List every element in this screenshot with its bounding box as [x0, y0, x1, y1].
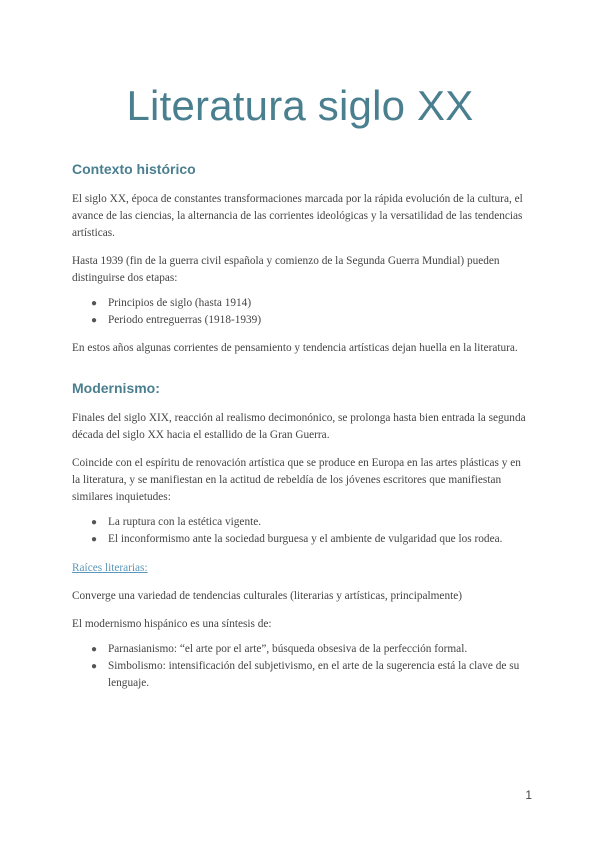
bullet-icon: ● — [91, 298, 98, 309]
paragraph-modernismo-4: El modernismo hispánico es una síntesis de: — [72, 618, 272, 630]
paragraph-contexto-2: Hasta 1939 (fin de la guerra civil española y comienzo de la Segunda Guerra Mundial) pueden distinguirse dos etapas: — [72, 255, 500, 284]
list-item: ● Parnasianismo: “el arte por el arte”, búsqueda obsesiva de la perfección formal. — [108, 641, 528, 658]
bullet-icon: ● — [91, 534, 98, 545]
section-heading-modernismo: Modernismo: — [72, 380, 160, 396]
paragraph-contexto-1: El siglo XX, época de constantes transformaciones marcada por la rápida evolución de la cultura, el avance de las ciencias, la alternancia de las corrientes ideológicas y la versatilidad de las tendencias artísticas. — [72, 193, 523, 239]
list-item: ● La ruptura con la estética vigente. — [108, 514, 528, 531]
list-sintesis — [72, 641, 528, 692]
bullet-icon: ● — [91, 315, 98, 326]
list-item: ● Periodo entreguerras (1918-1939) — [108, 312, 528, 329]
bullet-icon: ● — [91, 661, 98, 672]
paragraph-contexto-3: En estos años algunas corrientes de pensamiento y tendencia artísticas dejan huella en la literatura. — [72, 342, 518, 354]
raices-literarias-link[interactable]: Raíces literarias: — [72, 562, 148, 574]
list-item: ● Principios de siglo (hasta 1914) — [108, 295, 528, 312]
section-heading-contexto: Contexto histórico — [72, 161, 196, 177]
list-inquietudes — [72, 514, 528, 548]
list-etapas — [72, 295, 528, 329]
paragraph-modernismo-2: Coincide con el espíritu de renovación artística que se produce en Europa en las artes plásticas y en la literatura, y se manifiestan en la actitud de rebeldía de los jóvenes escritores que manifiestan similares inquietudes: — [72, 457, 521, 503]
page-number: 1 — [525, 788, 532, 802]
paragraph-modernismo-1: Finales del siglo XIX, reacción al realismo decimonónico, se prolonga hasta bien entrada la segunda década del siglo XX hacia el estallido de la Gran Guerra. — [72, 412, 526, 441]
list-item: ● El inconformismo ante la sociedad burguesa y el ambiente de vulgaridad que los rodea. — [108, 531, 528, 548]
paragraph-modernismo-3: Converge una variedad de tendencias culturales (literarias y artísticas, principalmente) — [72, 590, 463, 602]
bullet-icon: ● — [91, 644, 98, 655]
list-item: ● Simbolismo: intensificación del subjetivismo, en el arte de la sugerencia está la clave de su lenguaje. — [91, 660, 520, 689]
document-title: Literatura siglo XX — [126, 82, 474, 129]
bullet-icon: ● — [91, 517, 98, 528]
